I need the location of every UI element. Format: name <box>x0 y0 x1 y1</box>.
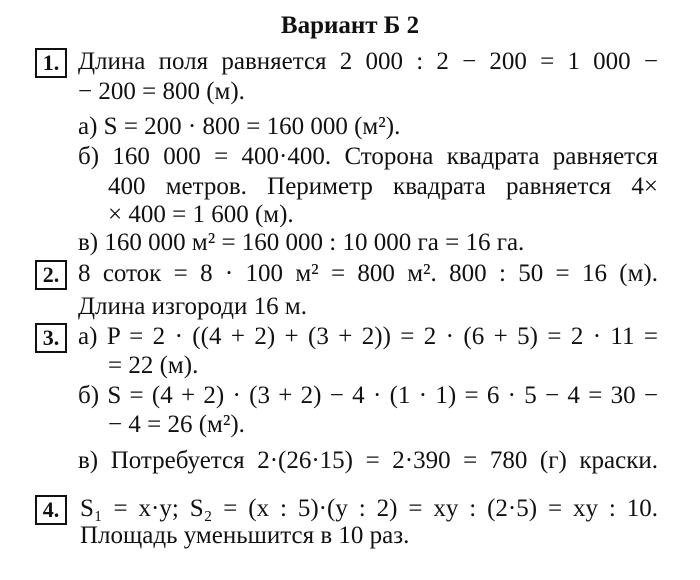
task-line: а) S = 200 · 800 = 160 000 (м²). <box>78 113 401 140</box>
task-line: × 400 = 1 600 (м). <box>108 201 294 228</box>
task-line: S₁ = x·y; S₂ = (x : 5)·(y : 2) = xy : (2·5) = xy : 10. <box>80 495 658 522</box>
task-line: − 200 = 800 (м). <box>78 78 245 105</box>
task-line: Площадь уменьшится в 10 раз. <box>80 522 410 549</box>
page-title: Вариант Б 2 <box>280 12 420 39</box>
task-line: в) 160 000 м² = 160 000 : 10 000 га = 16 га. <box>78 229 525 256</box>
task-line: − 4 = 26 (м²). <box>108 411 245 438</box>
task-line: в) Потребуется 2·(26·15) = 2·390 = 780 (г) краски. <box>78 447 658 474</box>
task-number-box: 2. <box>35 260 67 290</box>
task-line: Длина поля равняется 2 000 : 2 − 200 = 1 000 − <box>78 48 658 75</box>
task-line: а) P = 2 · ((4 + 2) + (3 + 2)) = 2 · (6 + 5) = 2 · 11 = <box>78 323 658 350</box>
task-line: б) 160 000 = 400·400. Сторона квадрата равняется <box>78 143 658 170</box>
task-line: 400 метров. Периметр квадрата равняется 4× <box>108 173 658 200</box>
task-number-box: 3. <box>35 323 67 353</box>
task-line: Длина изгороди 16 м. <box>78 293 307 320</box>
task-number-box: 4. <box>35 495 67 525</box>
task-line: 8 соток = 8 · 100 м² = 800 м². 800 : 50 = 16 (м). <box>78 260 658 287</box>
task-number-box: 1. <box>35 48 67 78</box>
task-line: б) S = (4 + 2) · (3 + 2) − 4 · (1 · 1) = 6 · 5 − 4 = 30 − <box>78 382 658 409</box>
task-line: = 22 (м). <box>108 352 199 379</box>
